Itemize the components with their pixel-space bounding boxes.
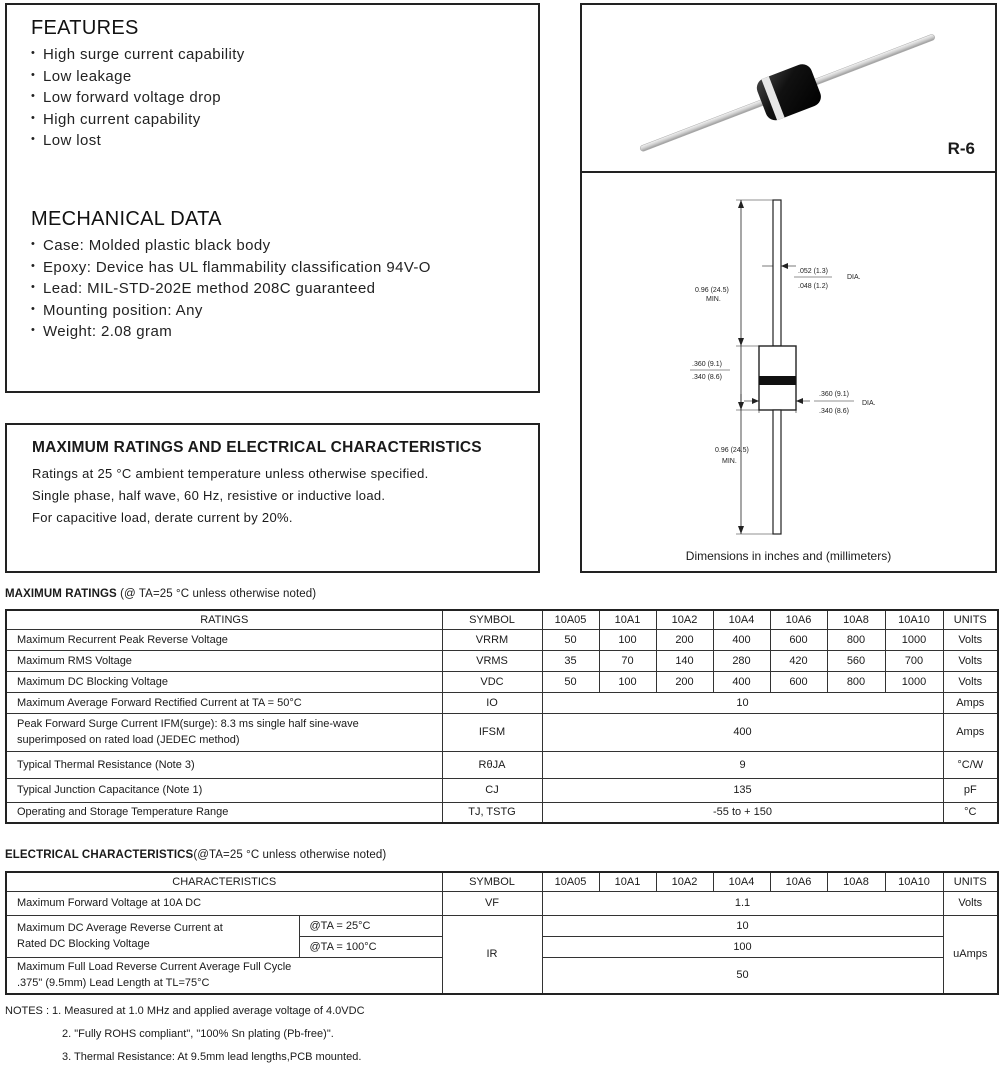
mechanical-title: MECHANICAL DATA: [31, 207, 222, 230]
table-row: [6, 713, 998, 751]
diode-photo: [582, 5, 995, 171]
header-cell: 10A6: [770, 610, 827, 629]
value-cell: 420: [770, 650, 827, 671]
value-cell: 600: [770, 671, 827, 692]
value-cell: 50: [542, 629, 599, 650]
value-cell: 100: [599, 671, 656, 692]
dim-label: .360 (9.1): [692, 361, 722, 368]
unit-cell: Volts: [943, 650, 998, 671]
dim-label: .340 (8.6): [692, 374, 722, 381]
list-item: • High surge current capability: [31, 44, 514, 66]
value-cell: 135: [542, 778, 943, 802]
table-header-row: [6, 872, 998, 891]
header-cell: RATINGS: [6, 610, 442, 629]
param-cell: Maximum Recurrent Peak Reverse Voltage: [6, 629, 442, 650]
dim-label: MIN.: [722, 458, 737, 465]
value-cell: -55 to + 150: [542, 802, 943, 823]
table-row: [6, 751, 998, 778]
unit-cell: uAmps: [943, 915, 998, 994]
header-cell: SYMBOL: [442, 610, 542, 629]
symbol-cell: IFSM: [442, 713, 542, 751]
param-cell: Maximum Forward Voltage at 10A DC: [6, 891, 442, 915]
package-label: R-6: [947, 139, 975, 158]
condition-cell: @TA = 25°C: [299, 915, 442, 936]
header-cell: 10A10: [885, 872, 943, 891]
symbol-cell: VRRM: [442, 629, 542, 650]
dimension-drawing-panel: [580, 171, 997, 573]
unit-cell: pF: [943, 778, 998, 802]
ratings-intro-panel: [5, 423, 540, 573]
list-item: • High current capability: [31, 109, 514, 131]
dim-label: .360 (9.1): [819, 391, 849, 398]
value-cell: 1.1: [542, 891, 943, 915]
param-cell: Operating and Storage Temperature Range: [6, 802, 442, 823]
value-cell: 600: [770, 629, 827, 650]
unit-cell: °C: [943, 802, 998, 823]
notes: [5, 1000, 365, 1067]
ratings-intro-line: Single phase, half wave, 60 Hz, resistive or inductive load.: [32, 488, 386, 503]
dim-label: MIN.: [706, 296, 721, 303]
value-cell: 10: [542, 915, 943, 936]
symbol-cell: CJ: [442, 778, 542, 802]
value-cell: 140: [656, 650, 713, 671]
unit-cell: °C/W: [943, 751, 998, 778]
package-photo-panel: [580, 3, 997, 173]
param-cell: [6, 915, 299, 957]
note-line: 3. Thermal Resistance: At 9.5mm lead lengths,PCB mounted.: [62, 1051, 362, 1063]
param-cell: Typical Thermal Resistance (Note 3): [6, 751, 442, 778]
dim-label: DIA.: [862, 400, 876, 407]
ratings-intro-line: For capacitive load, derate current by 20%.: [32, 510, 293, 525]
value-cell: 50: [542, 671, 599, 692]
table-row: [6, 671, 998, 692]
value-cell: 100: [599, 629, 656, 650]
mechanical-list: [31, 235, 514, 343]
header-cell: 10A4: [713, 610, 770, 629]
list-item: • Case: Molded plastic black body: [31, 235, 514, 257]
symbol-cell: RθJA: [442, 751, 542, 778]
max-ratings-heading-text: MAXIMUM RATINGS: [5, 588, 117, 600]
note-line: NOTES : 1. Measured at 1.0 MHz and applied average voltage of 4.0VDC: [5, 1005, 365, 1017]
param-line: Maximum DC Average Reverse Current at: [17, 922, 223, 934]
dim-label: .340 (8.6): [819, 408, 849, 415]
dim-label: 0.96 (24.5): [715, 447, 749, 454]
elec-char-table: [5, 871, 999, 995]
value-cell: 100: [542, 936, 943, 957]
header-cell: 10A8: [827, 872, 885, 891]
dim-label: .052 (1.3): [798, 268, 828, 275]
value-cell: 70: [599, 650, 656, 671]
header-cell: SYMBOL: [442, 872, 542, 891]
value-cell: 35: [542, 650, 599, 671]
symbol-cell: IO: [442, 692, 542, 713]
value-cell: 280: [713, 650, 770, 671]
value-cell: 400: [542, 713, 943, 751]
value-cell: 800: [827, 671, 885, 692]
param-cell: Maximum RMS Voltage: [6, 650, 442, 671]
param-line: Peak Forward Surge Current IFM(surge): 8.3 ms single half sine-wave: [17, 718, 359, 730]
symbol-cell: VDC: [442, 671, 542, 692]
list-item: • Weight: 2.08 gram: [31, 321, 514, 343]
table-row: [6, 891, 998, 915]
header-cell: 10A1: [599, 610, 656, 629]
features-panel: [5, 3, 540, 393]
max-ratings-heading: [5, 588, 316, 600]
unit-cell: Volts: [943, 671, 998, 692]
header-cell: 10A2: [656, 610, 713, 629]
symbol-cell: VF: [442, 891, 542, 915]
param-cell: [6, 957, 442, 994]
value-cell: 50: [542, 957, 943, 994]
max-ratings-table: [5, 609, 999, 824]
value-cell: 9: [542, 751, 943, 778]
value-cell: 800: [827, 629, 885, 650]
header-cell: 10A6: [770, 872, 827, 891]
value-cell: 560: [827, 650, 885, 671]
unit-cell: Volts: [943, 891, 998, 915]
value-cell: 10: [542, 692, 943, 713]
unit-cell: Amps: [943, 692, 998, 713]
header-cell: 10A8: [827, 610, 885, 629]
condition-cell: @TA = 100°C: [299, 936, 442, 957]
list-item: • Low lost: [31, 130, 514, 152]
table-row: [6, 802, 998, 823]
table-header-row: [6, 610, 998, 629]
value-cell: 1000: [885, 671, 943, 692]
ratings-intro-title: MAXIMUM RATINGS AND ELECTRICAL CHARACTERISTICS: [32, 439, 482, 456]
header-cell: CHARACTERISTICS: [6, 872, 442, 891]
dim-label: 0.96 (24.5): [695, 287, 729, 294]
header-cell: UNITS: [943, 872, 998, 891]
unit-cell: Amps: [943, 713, 998, 751]
symbol-cell: IR: [442, 915, 542, 994]
value-cell: 1000: [885, 629, 943, 650]
table-row: [6, 915, 998, 936]
value-cell: 200: [656, 671, 713, 692]
max-ratings-note: (@ TA=25 °C unless otherwise noted): [120, 588, 317, 600]
ratings-intro-line: Ratings at 25 °C ambient temperature unless otherwise specified.: [32, 466, 429, 481]
value-cell: 400: [713, 629, 770, 650]
table-row: [6, 650, 998, 671]
elec-char-note: (@TA=25 °C unless otherwise noted): [193, 849, 387, 861]
unit-cell: Volts: [943, 629, 998, 650]
header-cell: UNITS: [943, 610, 998, 629]
elec-char-heading-text: ELECTRICAL CHARACTERISTICS: [5, 849, 194, 861]
header-cell: 10A10: [885, 610, 943, 629]
table-row: [6, 692, 998, 713]
features-title: FEATURES: [31, 17, 139, 39]
table-row: [6, 629, 998, 650]
param-cell: Maximum Average Forward Rectified Current at TA = 50°C: [6, 692, 442, 713]
dim-label: DIA.: [847, 274, 861, 281]
list-item: • Mounting position: Any: [31, 300, 514, 322]
value-cell: 400: [713, 671, 770, 692]
symbol-cell: TJ, TSTG: [442, 802, 542, 823]
dimension-drawing: [582, 173, 995, 543]
param-cell: Maximum DC Blocking Voltage: [6, 671, 442, 692]
header-cell: 10A05: [542, 610, 599, 629]
list-item: • Lead: MIL-STD-202E method 208C guaranteed: [31, 278, 514, 300]
header-cell: 10A2: [656, 872, 713, 891]
features-list: [31, 44, 514, 152]
value-cell: 700: [885, 650, 943, 671]
dim-label: .048 (1.2): [798, 283, 828, 290]
symbol-cell: VRMS: [442, 650, 542, 671]
list-item: • Low leakage: [31, 66, 514, 88]
header-cell: 10A4: [713, 872, 770, 891]
note-line: 2. "Fully ROHS compliant", "100% Sn plating (Pb-free)".: [62, 1028, 334, 1040]
header-cell: 10A05: [542, 872, 599, 891]
param-line: Rated DC Blocking Voltage: [17, 938, 150, 950]
list-item: • Epoxy: Device has UL flammability classification 94V-O: [31, 257, 514, 279]
list-item: • Low forward voltage drop: [31, 87, 514, 109]
dimension-caption: Dimensions in inches and (millimeters): [685, 549, 892, 563]
param-cell: Typical Junction Capacitance (Note 1): [6, 778, 442, 802]
param-line: Maximum Full Load Reverse Current Average Full Cycle: [17, 961, 292, 974]
table-row: [6, 778, 998, 802]
param-cell: [6, 713, 442, 751]
value-cell: 200: [656, 629, 713, 650]
param-line: .375" (9.5mm) Lead Length at TL=75°C: [17, 977, 210, 990]
elec-char-heading: [5, 849, 386, 861]
param-line: superimposed on rated load (JEDEC method): [17, 734, 240, 746]
header-cell: 10A1: [599, 872, 656, 891]
